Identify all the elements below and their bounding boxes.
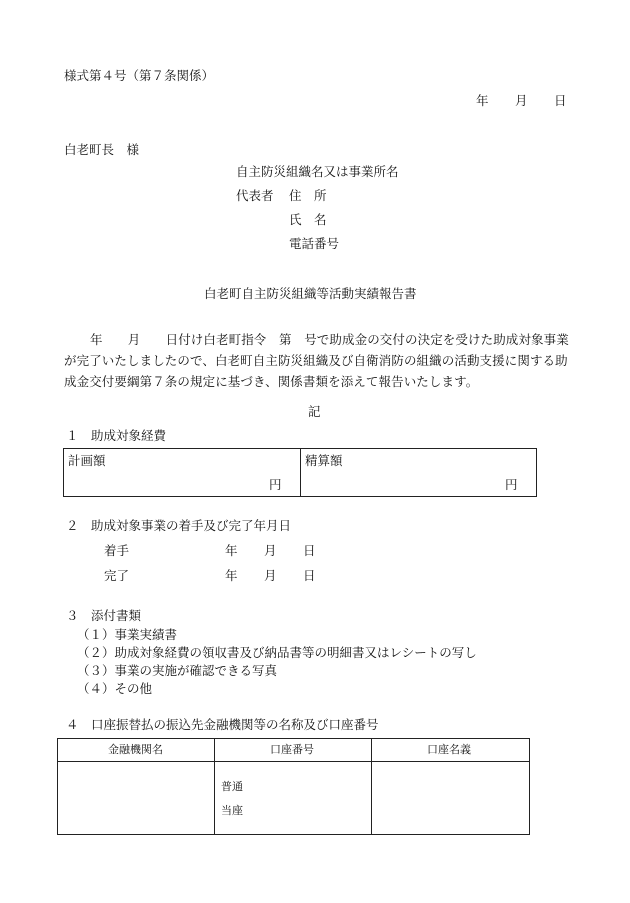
name-label: 氏 名	[289, 212, 327, 227]
section3-heading: ３ 添付書類	[66, 608, 142, 623]
start-label: 着手	[104, 543, 130, 558]
addressee: 白老町長 様	[64, 142, 140, 157]
section1-heading: １ 助成対象経費	[66, 428, 167, 443]
bank-table-header-rule	[57, 761, 530, 762]
account-type-ordinary: 普通	[221, 780, 243, 793]
end-month: 月	[264, 568, 277, 583]
bank-table-divider-2	[371, 738, 372, 835]
account-number-header: 口座番号	[270, 743, 314, 756]
expense-table-divider	[300, 448, 301, 497]
attachment-item: （２）助成対象経費の領収書及び納品書等の明細書又はレシートの写し	[77, 645, 477, 660]
bank-name-header: 金融機関名	[108, 743, 163, 756]
representative-label: 代表者	[236, 188, 274, 203]
account-type-current: 当座	[221, 804, 243, 817]
ki-heading: 記	[308, 404, 321, 419]
start-day: 日	[303, 543, 316, 558]
end-year: 年	[225, 568, 238, 583]
document-title: 白老町自主防災組織等活動実績報告書	[204, 286, 417, 301]
section4-heading: ４ 口座振替払の振込先金融機関等の名称及び口座番号	[66, 717, 379, 732]
settled-amount-label: 精算額	[305, 453, 343, 468]
bank-table-divider-1	[214, 738, 215, 835]
date-month: 月	[515, 93, 528, 108]
planned-amount-yen: 円	[269, 477, 282, 492]
date-day: 日	[554, 93, 567, 108]
section2-heading: ２ 助成対象事業の着手及び完了年月日	[66, 518, 292, 533]
account-holder-header: 口座名義	[427, 743, 471, 756]
attachment-item: （１）事業実績書	[77, 627, 178, 642]
org-name-label: 自主防災組織名又は事業所名	[236, 164, 399, 179]
phone-label: 電話番号	[289, 236, 340, 251]
date-year: 年	[476, 93, 489, 108]
start-year: 年	[225, 543, 238, 558]
form-number: 様式第４号（第７条関係）	[64, 68, 215, 83]
address-label: 住 所	[289, 188, 327, 203]
body-text: 年 月 日付け白老町指令 第 号で助成金の交付の決定を受けた助成対象事業が完了いたしましたので、白老町自主防災組織及び自衛消防の組織の活動支援に関する助成金交付要綱第７条の規定に基づき、関係書類を添えて報告いたします。	[64, 332, 569, 389]
end-label: 完了	[104, 568, 130, 583]
settled-amount-yen: 円	[505, 477, 518, 492]
attachment-item: （４）その他	[77, 681, 153, 696]
planned-amount-label: 計画額	[68, 453, 106, 468]
start-month: 月	[264, 543, 277, 558]
end-day: 日	[303, 568, 316, 583]
attachment-item: （３）事業の実施が確認できる写真	[77, 663, 278, 678]
